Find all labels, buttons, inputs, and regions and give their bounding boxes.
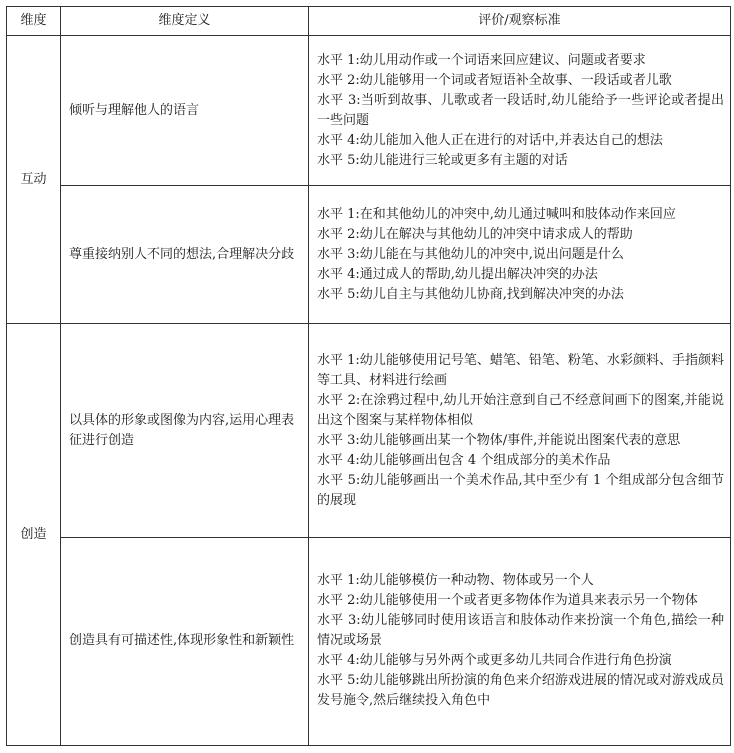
standard-cell <box>309 537 731 745</box>
definition-cell: 创造具有可描述性,体现形象性和新颖性 <box>61 537 309 745</box>
table-row <box>7 186 731 324</box>
level-text: 水平 1:幼儿能够使用记号笔、蜡笔、铅笔、粉笔、水彩颜料、手指颜料等工具、材料进行绘画 <box>317 352 724 388</box>
level-text: 水平 5:幼儿能进行三轮或更多有主题的对话 <box>317 152 568 168</box>
header-definition: 维度定义 <box>61 7 309 36</box>
header-dimension: 维度 <box>7 7 61 36</box>
level-text: 水平 1:在和其他幼儿的冲突中,幼儿通过喊叫和肢体动作来回应 <box>317 206 676 222</box>
level-text: 水平 2:幼儿能够使用一个或者更多物体作为道具来表示另一个物体 <box>317 593 698 609</box>
standard-cell <box>309 186 731 324</box>
level-text: 水平 3:幼儿能够同时使用该语言和肢体动作来扮演一个角色,描绘一种情况或场景 <box>317 613 724 649</box>
level-text: 水平 2:幼儿在解决与其他幼儿的冲突中请求成人的帮助 <box>317 226 633 242</box>
definition-cell: 倾听与理解他人的语言 <box>61 36 309 186</box>
level-text: 水平 3:当听到故事、儿歌或者一段话时,幼儿能给予一些评论或者提出一些问题 <box>317 92 724 128</box>
table-row <box>7 36 731 186</box>
level-text: 水平 4:幼儿能加入他人正在进行的对话中,并表达自己的想法 <box>317 132 663 148</box>
header-row <box>7 7 731 36</box>
level-text: 水平 5:幼儿能够跳出所扮演的角色来介绍游戏进展的情况或对游戏成员发号施令,然后继续投入角色中 <box>317 673 724 709</box>
table-row <box>7 324 731 537</box>
dimension-cell: 创造 <box>7 324 61 746</box>
level-text: 水平 2:幼儿能够用一个词或者短语补全故事、一段话或者儿歌 <box>317 72 672 88</box>
level-text: 水平 3:幼儿能在与其他幼儿的冲突中,说出问题是什么 <box>317 246 624 262</box>
level-text: 水平 3:幼儿能够画出某一个物体/事件,并能说出图案代表的意思 <box>317 432 681 448</box>
level-text: 水平 4:幼儿能够画出包含 4 个组成部分的美术作品 <box>317 452 611 468</box>
level-text: 水平 1:幼儿用动作或一个词语来回应建议、问题或者要求 <box>317 52 646 68</box>
level-text: 水平 2:在涂鸦过程中,幼儿开始注意到自己不经意间画下的图案,并能说出这个图案与某样物体相似 <box>317 392 724 428</box>
level-text: 水平 4:幼儿能够与另外两个或更多幼儿共同合作进行角色扮演 <box>317 653 672 669</box>
definition-cell: 以具体的形象或图像为内容,运用心理表征进行创造 <box>61 324 309 537</box>
level-text: 水平 1:幼儿能够模仿一种动物、物体或另一个人 <box>317 573 594 589</box>
dimension-cell: 互动 <box>7 36 61 324</box>
evaluation-table <box>6 6 731 746</box>
definition-cell: 尊重接纳别人不同的想法,合理解决分歧 <box>61 186 309 324</box>
standard-cell <box>309 324 731 537</box>
header-standard: 评价/观察标准 <box>309 7 731 36</box>
level-text: 水平 5:幼儿自主与其他幼儿协商,找到解决冲突的办法 <box>317 286 624 302</box>
level-text: 水平 5:幼儿能够画出一个美术作品,其中至少有 1 个组成部分包含细节的展现 <box>317 472 724 508</box>
level-text: 水平 4:通过成人的帮助,幼儿提出解决冲突的办法 <box>317 266 598 282</box>
table-row <box>7 537 731 745</box>
standard-cell <box>309 36 731 186</box>
